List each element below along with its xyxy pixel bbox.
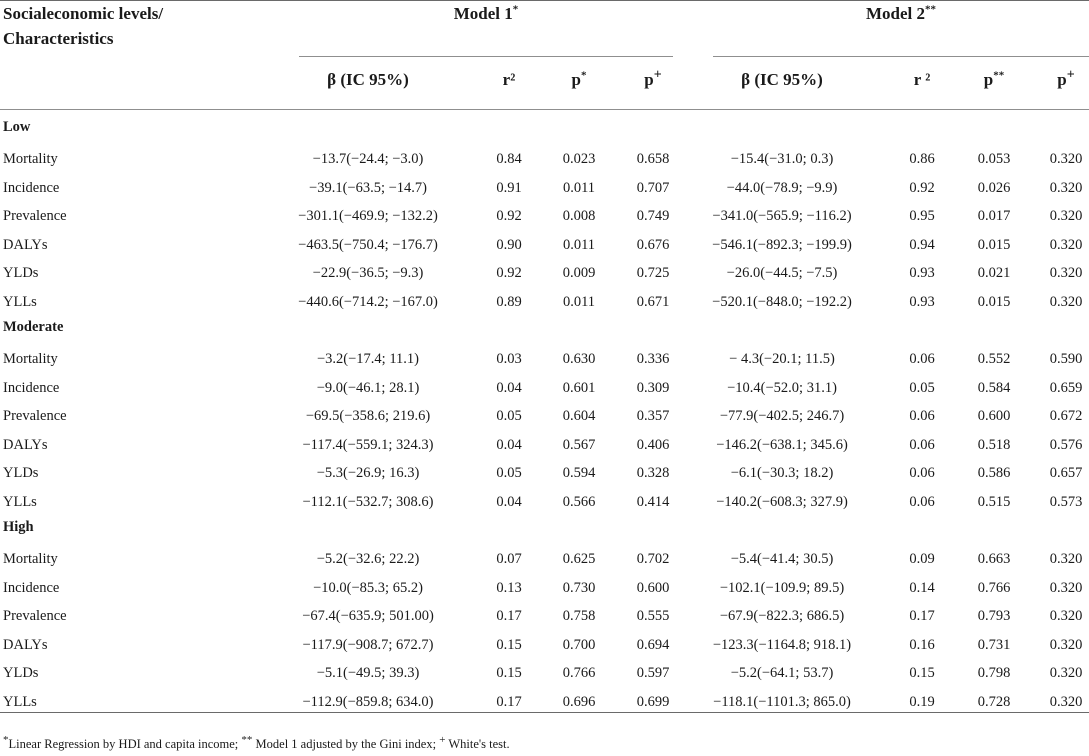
cell-pplus-m1: 0.658 bbox=[636, 151, 670, 167]
cell-pplus-m1: 0.406 bbox=[636, 437, 670, 453]
row-label: YLDs bbox=[3, 465, 39, 481]
row-label: Prevalence bbox=[3, 208, 67, 224]
cell-r2-m1: 0.04 bbox=[496, 437, 522, 453]
cell-r2-m2: 0.06 bbox=[909, 465, 935, 481]
cell-r2-m1: 0.89 bbox=[496, 294, 522, 310]
section-heading: High bbox=[3, 519, 34, 535]
cell-pplus-m1: 0.671 bbox=[636, 294, 670, 310]
cell-r2-m1: 0.92 bbox=[496, 265, 522, 281]
cell-beta-m2: −5.4(−41.4; 30.5) bbox=[730, 551, 834, 567]
cell-p-m2: 0.663 bbox=[977, 551, 1011, 567]
model1-underline bbox=[299, 56, 673, 57]
cell-p-m1: 0.567 bbox=[562, 437, 596, 453]
cell-pplus-m2: 0.672 bbox=[1049, 408, 1083, 424]
cell-p-m2: 0.731 bbox=[977, 637, 1011, 653]
cell-r2-m1: 0.17 bbox=[496, 694, 522, 710]
cell-beta-m1: −117.9(−908.7; 672.7) bbox=[302, 637, 434, 653]
cell-p-m1: 0.023 bbox=[562, 151, 596, 167]
cell-r2-m2: 0.14 bbox=[909, 580, 935, 596]
cell-r2-m1: 0.15 bbox=[496, 637, 522, 653]
cell-pplus-m2: 0.320 bbox=[1049, 237, 1083, 253]
row-label: DALYs bbox=[3, 237, 48, 253]
cell-beta-m1: −67.4(−635.9; 501.00) bbox=[302, 608, 434, 624]
cell-r2-m2: 0.05 bbox=[909, 380, 935, 396]
cell-pplus-m2: 0.320 bbox=[1049, 294, 1083, 310]
row-label: Prevalence bbox=[3, 608, 67, 624]
cell-pplus-m2: 0.320 bbox=[1049, 265, 1083, 281]
cell-r2-m2: 0.92 bbox=[909, 180, 935, 196]
cell-beta-m1: −112.1(−532.7; 308.6) bbox=[302, 494, 434, 510]
cell-beta-m1: −39.1(−63.5; −14.7) bbox=[309, 180, 427, 196]
cell-r2-m1: 0.92 bbox=[496, 208, 522, 224]
cell-pplus-m2: 0.576 bbox=[1049, 437, 1083, 453]
cell-p-m2: 0.793 bbox=[977, 608, 1011, 624]
cell-r2-m1: 0.03 bbox=[496, 351, 522, 367]
col-header-p-m2: p** bbox=[983, 69, 1005, 89]
cell-p-m1: 0.700 bbox=[562, 637, 596, 653]
cell-p-m2: 0.015 bbox=[977, 237, 1011, 253]
cell-p-m1: 0.601 bbox=[562, 380, 596, 396]
cell-r2-m1: 0.05 bbox=[496, 408, 522, 424]
cell-r2-m2: 0.15 bbox=[909, 665, 935, 681]
cell-pplus-m1: 0.555 bbox=[636, 608, 670, 624]
cell-r2-m1: 0.13 bbox=[496, 580, 522, 596]
cell-beta-m2: −102.1(−109.9; 89.5) bbox=[719, 580, 845, 596]
cell-beta-m1: −112.9(−859.8; 634.0) bbox=[302, 694, 434, 710]
cell-r2-m1: 0.04 bbox=[496, 380, 522, 396]
col-header-pplus-m1: p+ bbox=[644, 67, 662, 89]
cell-r2-m2: 0.86 bbox=[909, 151, 935, 167]
cell-beta-m2: −140.2(−608.3; 327.9) bbox=[716, 494, 848, 510]
cell-r2-m1: 0.15 bbox=[496, 665, 522, 681]
cell-r2-m1: 0.84 bbox=[496, 151, 522, 167]
cell-beta-m2: −67.9(−822.3; 686.5) bbox=[719, 608, 845, 624]
cell-r2-m1: 0.17 bbox=[496, 608, 522, 624]
cell-pplus-m1: 0.694 bbox=[636, 637, 670, 653]
row-label: YLLs bbox=[3, 494, 37, 510]
row-label: YLLs bbox=[3, 694, 37, 710]
cell-r2-m2: 0.06 bbox=[909, 408, 935, 424]
cell-r2-m1: 0.07 bbox=[496, 551, 522, 567]
cell-pplus-m1: 0.309 bbox=[636, 380, 670, 396]
header-bottom-rule bbox=[0, 109, 1089, 110]
cell-pplus-m1: 0.597 bbox=[636, 665, 670, 681]
cell-p-m2: 0.017 bbox=[977, 208, 1011, 224]
cell-p-m1: 0.604 bbox=[562, 408, 596, 424]
section-heading: Low bbox=[3, 119, 31, 135]
cell-pplus-m2: 0.320 bbox=[1049, 694, 1083, 710]
stub-header-line2: Characteristics bbox=[3, 29, 114, 48]
cell-p-m1: 0.625 bbox=[562, 551, 596, 567]
cell-r2-m2: 0.06 bbox=[909, 351, 935, 367]
row-label: YLDs bbox=[3, 665, 39, 681]
cell-p-m1: 0.566 bbox=[562, 494, 596, 510]
cell-pplus-m2: 0.320 bbox=[1049, 637, 1083, 653]
cell-pplus-m2: 0.659 bbox=[1049, 380, 1083, 396]
cell-pplus-m2: 0.320 bbox=[1049, 580, 1083, 596]
cell-r2-m1: 0.05 bbox=[496, 465, 522, 481]
cell-pplus-m1: 0.336 bbox=[636, 351, 670, 367]
cell-pplus-m1: 0.600 bbox=[636, 580, 670, 596]
cell-p-m2: 0.518 bbox=[977, 437, 1011, 453]
cell-r2-m1: 0.91 bbox=[496, 180, 522, 196]
cell-r2-m2: 0.19 bbox=[909, 694, 935, 710]
cell-beta-m1: −5.2(−32.6; 22.2) bbox=[316, 551, 420, 567]
cell-p-m2: 0.766 bbox=[977, 580, 1011, 596]
cell-r2-m2: 0.16 bbox=[909, 637, 935, 653]
row-label: DALYs bbox=[3, 437, 48, 453]
cell-p-m2: 0.021 bbox=[977, 265, 1011, 281]
cell-pplus-m2: 0.320 bbox=[1049, 608, 1083, 624]
cell-pplus-m1: 0.414 bbox=[636, 494, 670, 510]
col-header-pplus-m2: p+ bbox=[1057, 67, 1075, 89]
cell-beta-m1: −9.0(−46.1; 28.1) bbox=[316, 380, 420, 396]
table-bottom-rule bbox=[0, 712, 1089, 713]
cell-pplus-m2: 0.320 bbox=[1049, 551, 1083, 567]
cell-pplus-m1: 0.707 bbox=[636, 180, 670, 196]
cell-p-m2: 0.552 bbox=[977, 351, 1011, 367]
model1-title: Model 1* bbox=[453, 3, 519, 23]
cell-r2-m2: 0.09 bbox=[909, 551, 935, 567]
col-header-p-m1: p* bbox=[571, 69, 587, 89]
cell-p-m2: 0.515 bbox=[977, 494, 1011, 510]
cell-beta-m1: −117.4(−559.1; 324.3) bbox=[302, 437, 434, 453]
cell-beta-m2: −5.2(−64.1; 53.7) bbox=[730, 665, 834, 681]
table-footnote: *Linear Regression by HDI and capita income; ** Model 1 adjusted by the Gini index; + White's test. bbox=[3, 733, 510, 751]
cell-beta-m2: −118.1(−1101.3; 865.0) bbox=[713, 694, 851, 710]
col-header-r2-m1: r² bbox=[502, 70, 516, 89]
cell-pplus-m1: 0.699 bbox=[636, 694, 670, 710]
cell-p-m2: 0.015 bbox=[977, 294, 1011, 310]
cell-beta-m1: −5.3(−26.9; 16.3) bbox=[316, 465, 420, 481]
cell-beta-m1: −440.6(−714.2; −167.0) bbox=[298, 294, 438, 310]
cell-beta-m2: −44.0(−78.9; −9.9) bbox=[726, 180, 838, 196]
cell-p-m1: 0.696 bbox=[562, 694, 596, 710]
cell-p-m2: 0.600 bbox=[977, 408, 1011, 424]
cell-pplus-m1: 0.725 bbox=[636, 265, 670, 281]
cell-p-m2: 0.586 bbox=[977, 465, 1011, 481]
cell-r2-m1: 0.90 bbox=[496, 237, 522, 253]
section-heading: Moderate bbox=[3, 319, 64, 335]
row-label: Mortality bbox=[3, 351, 58, 367]
row-label: YLDs bbox=[3, 265, 39, 281]
cell-pplus-m2: 0.573 bbox=[1049, 494, 1083, 510]
cell-p-m1: 0.766 bbox=[562, 665, 596, 681]
cell-p-m2: 0.026 bbox=[977, 180, 1011, 196]
cell-beta-m1: −3.2(−17.4; 11.1) bbox=[316, 351, 420, 367]
cell-p-m1: 0.011 bbox=[562, 180, 596, 196]
cell-r2-m2: 0.95 bbox=[909, 208, 935, 224]
cell-r2-m1: 0.04 bbox=[496, 494, 522, 510]
row-label: Incidence bbox=[3, 380, 60, 396]
cell-r2-m2: 0.06 bbox=[909, 494, 935, 510]
cell-p-m1: 0.008 bbox=[562, 208, 596, 224]
cell-beta-m2: −123.3(−1164.8; 918.1) bbox=[712, 637, 852, 653]
cell-pplus-m2: 0.320 bbox=[1049, 151, 1083, 167]
cell-p-m1: 0.730 bbox=[562, 580, 596, 596]
cell-beta-m2: −146.2(−638.1; 345.6) bbox=[716, 437, 848, 453]
cell-beta-m1: −69.5(−358.6; 219.6) bbox=[305, 408, 431, 424]
cell-r2-m2: 0.17 bbox=[909, 608, 935, 624]
cell-p-m2: 0.584 bbox=[977, 380, 1011, 396]
cell-p-m2: 0.728 bbox=[977, 694, 1011, 710]
model2-underline bbox=[713, 56, 1089, 57]
cell-r2-m2: 0.94 bbox=[909, 237, 935, 253]
model2-title: Model 2** bbox=[865, 3, 937, 23]
cell-r2-m2: 0.06 bbox=[909, 437, 935, 453]
cell-beta-m2: −546.1(−892.3; −199.9) bbox=[712, 237, 852, 253]
cell-beta-m2: −77.9(−402.5; 246.7) bbox=[719, 408, 845, 424]
cell-p-m1: 0.630 bbox=[562, 351, 596, 367]
cell-beta-m2: − 4.3(−20.1; 11.5) bbox=[729, 351, 835, 367]
cell-pplus-m1: 0.357 bbox=[636, 408, 670, 424]
cell-p-m1: 0.009 bbox=[562, 265, 596, 281]
cell-pplus-m2: 0.320 bbox=[1049, 665, 1083, 681]
cell-beta-m2: −6.1(−30.3; 18.2) bbox=[730, 465, 834, 481]
cell-p-m1: 0.011 bbox=[562, 294, 596, 310]
cell-r2-m2: 0.93 bbox=[909, 294, 935, 310]
cell-p-m1: 0.758 bbox=[562, 608, 596, 624]
cell-beta-m1: −13.7(−24.4; −3.0) bbox=[312, 151, 424, 167]
cell-beta-m2: −10.4(−52.0; 31.1) bbox=[727, 380, 837, 396]
cell-pplus-m1: 0.676 bbox=[636, 237, 670, 253]
row-label: Incidence bbox=[3, 580, 60, 596]
top-rule bbox=[0, 0, 1089, 1]
cell-p-m1: 0.011 bbox=[562, 237, 596, 253]
col-header-r2-m2: r ² bbox=[913, 70, 931, 89]
row-label: Mortality bbox=[3, 551, 58, 567]
row-label: Incidence bbox=[3, 180, 60, 196]
cell-beta-m1: −5.1(−49.5; 39.3) bbox=[316, 665, 420, 681]
cell-beta-m1: −463.5(−750.4; −176.7) bbox=[298, 237, 438, 253]
row-label: Mortality bbox=[3, 151, 58, 167]
cell-r2-m2: 0.93 bbox=[909, 265, 935, 281]
cell-pplus-m1: 0.749 bbox=[636, 208, 670, 224]
cell-beta-m1: −22.9(−36.5; −9.3) bbox=[312, 265, 424, 281]
cell-p-m2: 0.053 bbox=[977, 151, 1011, 167]
row-label: DALYs bbox=[3, 637, 48, 653]
row-label: YLLs bbox=[3, 294, 37, 310]
cell-beta-m2: −26.0(−44.5; −7.5) bbox=[726, 265, 838, 281]
stub-header-line1: Socialeconomic levels/ bbox=[3, 4, 164, 23]
cell-pplus-m2: 0.657 bbox=[1049, 465, 1083, 481]
cell-beta-m2: −15.4(−31.0; 0.3) bbox=[730, 151, 834, 167]
cell-p-m1: 0.594 bbox=[562, 465, 596, 481]
cell-pplus-m2: 0.320 bbox=[1049, 180, 1083, 196]
cell-beta-m1: −301.1(−469.9; −132.2) bbox=[298, 208, 438, 224]
cell-pplus-m2: 0.590 bbox=[1049, 351, 1083, 367]
cell-pplus-m2: 0.320 bbox=[1049, 208, 1083, 224]
cell-pplus-m1: 0.702 bbox=[636, 551, 670, 567]
cell-p-m2: 0.798 bbox=[977, 665, 1011, 681]
cell-pplus-m1: 0.328 bbox=[636, 465, 670, 481]
cell-beta-m1: −10.0(−85.3; 65.2) bbox=[313, 580, 423, 596]
col-header-beta-m1: β (IC 95%) bbox=[327, 70, 409, 89]
row-label: Prevalence bbox=[3, 408, 67, 424]
col-header-beta-m2: β (IC 95%) bbox=[741, 70, 823, 89]
cell-beta-m2: −341.0(−565.9; −116.2) bbox=[712, 208, 852, 224]
cell-beta-m2: −520.1(−848.0; −192.2) bbox=[712, 294, 852, 310]
